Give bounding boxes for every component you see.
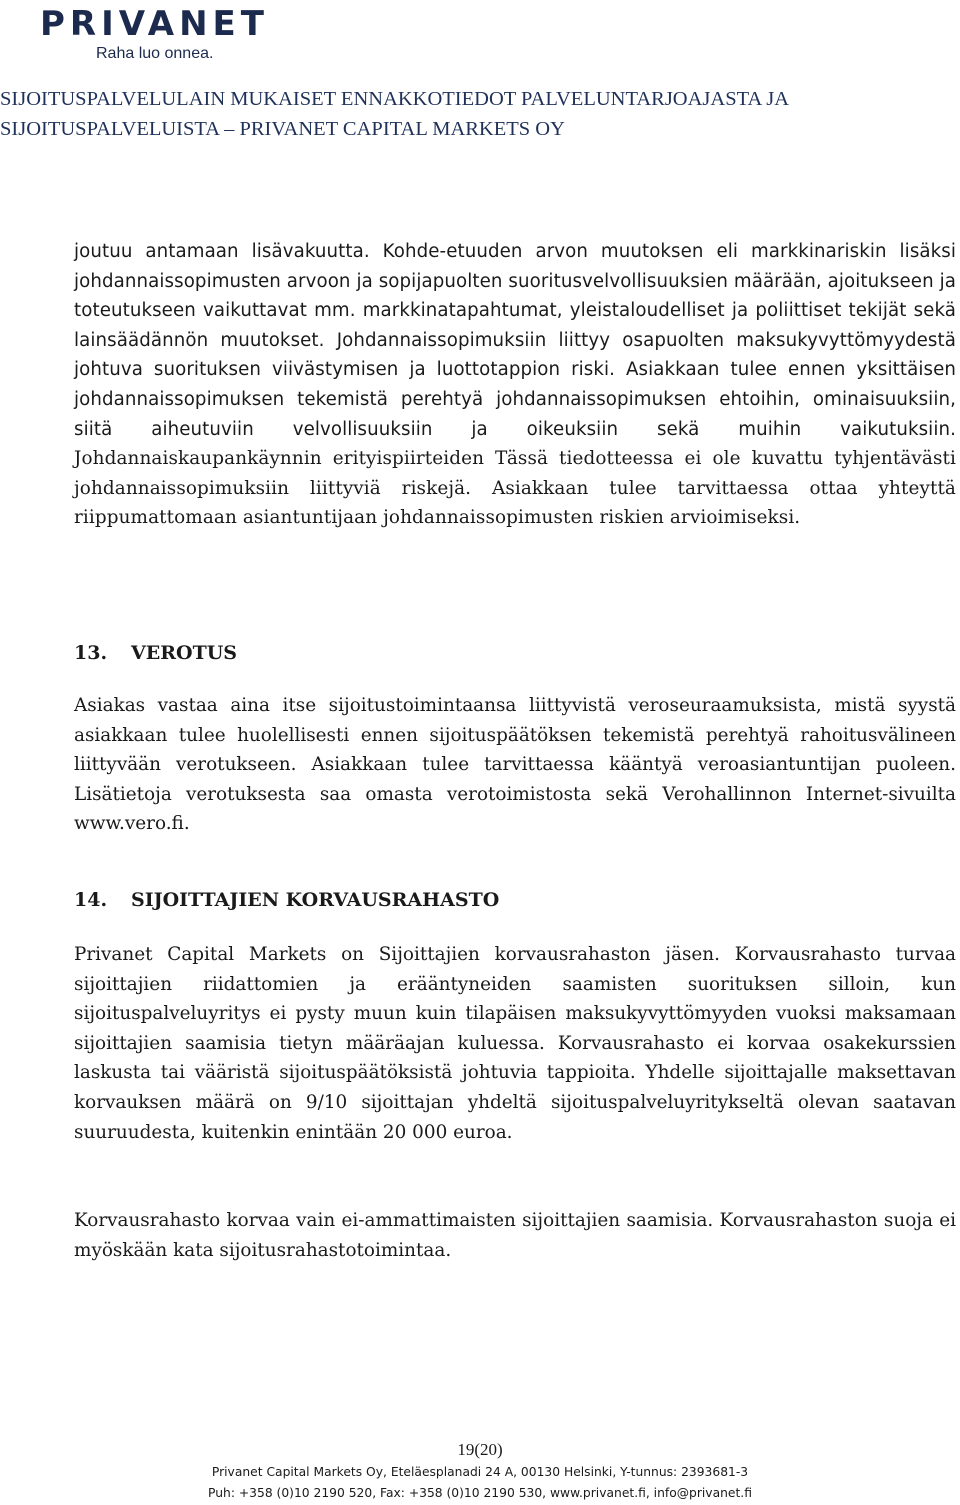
logo-tagline: Raha luo onnea.: [96, 45, 214, 62]
footer-contact: Puh: +358 (0)10 2190 520, Fax: +358 (0)10 2190 530, www.privanet.fi, info@privanet.fi: [208, 1486, 752, 1500]
section-13-text: Asiakas vastaa aina itse sijoitustoimintaansa liittyvistä veroseuraamuksista, mistä syystä asiakkaan tulee huolellisesti ennen sijoituspäätöksen tekemistä perehtyä rahoitusvälineen liittyvään verotukseen. Asiakkaan tulee tarvittaessa kääntyä veroasiantuntijan puoleen. Lisätietoja verotuksesta saa omasta verotoimistosta sekä Verohallinnon Internet-sivuilta www.vero.fi.: [74, 695, 956, 835]
page-footer: [0, 1438, 960, 1504]
paragraph-derivatives-risk-part-1: joutuu antamaan lisävakuutta. Kohde-etuuden arvon muutoksen eli markkinariskin lisäksi johdannaissopimusten arvoon ja sopijapuolten suoritusvelvollisuuksien määrään, ajoitukseen ja toteutukseen vaikuttavat mm. markkinatapahtumat, yleistaloudelliset ja poliittiset tekijät sekä lainsäädännön muutokset. Johdannaissopimuksiin liittyy osapuolten maksukyvyttömyydestä johtuva suorituksen viivästymisen ja luottotappion riski. Asiakkaan tulee ennen yksittäisen johdannaissopimuksen tekemistä perehtyä johdannaissopimuksen ehtoihin, ominaisuuksiin, siitä aiheutuviin velvollisuuksiin ja oikeuksiin sekä muihin vaikutuksiin.: [74, 241, 956, 440]
section-13-number: 13.: [74, 642, 108, 664]
privanet-logo: [40, 4, 330, 66]
logo-wordmark: PRIVANET: [40, 4, 269, 44]
section-14-heading: [74, 886, 499, 914]
paragraph-derivatives-risk: [74, 237, 956, 533]
section-13-heading: [74, 639, 237, 667]
section-13-title: VEROTUS: [131, 642, 237, 664]
paragraph-derivatives-risk-part-2: Johdannaiskaupankäynnin erityispiirteiden Tässä tiedotteessa ei ole kuvattu tyhjentävästi johdannaissopimuksiin liittyviä riskejä. Asiakkaan tulee tarvittaessa ottaa yhteyttä riippumattomaan asiantuntijaan johdannaissopimusten riskien arvioimiseksi.: [74, 448, 956, 529]
section-14-title: SIJOITTAJIEN KORVAUSRAHASTO: [131, 889, 500, 911]
section-14-text-1: Privanet Capital Markets on Sijoittajien korvausrahaston jäsen. Korvausrahasto turvaa sijoittajien riidattomien ja erääntyneiden saamisten suorituksen silloin, kun sijoituspalveluyritys ei pysty muun kuin tilapäisen maksukyvyttömyyden vuoksi maksamaan sijoittajien saamisia tietyn määräajan kuluessa. Korvausrahasto ei korvaa osakekurssien laskusta tai vääristä sijoituspäätöksistä johtuvia tappioita. Yhdelle sijoittajalle maksettavan korvauksen määrä on 9/10 sijoittajan yhdeltä sijoituspalveluyritykseltä olevan saatavan suuruudesta, kuitenkin enintään 20 000 euroa.: [74, 944, 956, 1143]
footer-address: Privanet Capital Markets Oy, Eteläesplanadi 24 A, 00130 Helsinki, Y-tunnus: 2393681-3: [211, 1465, 749, 1479]
document-title: SIJOITUSPALVELULAIN MUKAISET ENNAKKOTIEDOT PALVELUNTARJOAJASTA JA SIJOITUSPALVELUISTA – PRIVANET CAPITAL MARKETS OY: [0, 88, 788, 140]
page-number: 19(20): [457, 1440, 503, 1459]
section-14-number: 14.: [74, 889, 108, 911]
section-14-text-2: Korvausrahasto korvaa vain ei-ammattimaisten sijoittajien saamisia. Korvausrahaston suoja ei myöskään kata sijoitusrahastotoimintaa.: [74, 1210, 956, 1261]
